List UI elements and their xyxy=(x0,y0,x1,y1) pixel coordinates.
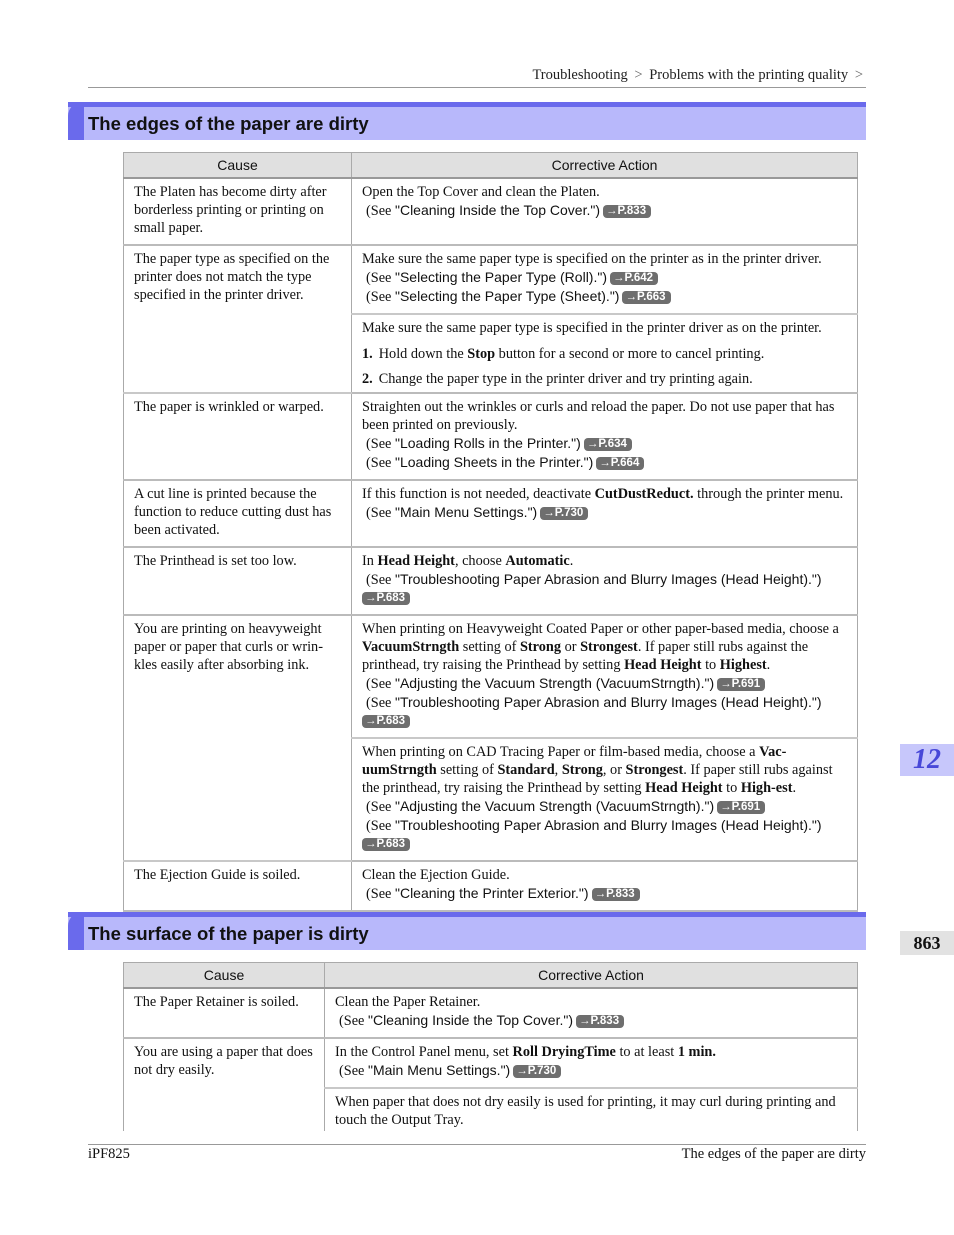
table-row xyxy=(124,245,858,314)
cause-cell xyxy=(124,178,352,245)
ref-prefix: (See xyxy=(366,289,395,305)
cause-cell xyxy=(124,1038,325,1131)
action-cell xyxy=(352,178,858,245)
table-row xyxy=(124,393,858,480)
action-fragment: to xyxy=(701,657,720,673)
cause-text: The Paper Retainer is soiled. xyxy=(134,994,299,1010)
action-fragment: In the Control Panel menu, set xyxy=(335,1044,513,1060)
action-fragment: In xyxy=(362,553,378,569)
ref-link[interactable]: "Selecting the Paper Type (Sheet).") xyxy=(394,288,620,304)
step-text: Hold down the xyxy=(378,346,468,362)
action-emphasis: CutDustReduct. xyxy=(594,486,694,502)
page-link-badge[interactable]: →P.833 xyxy=(592,888,640,901)
ref-link[interactable]: "Selecting the Paper Type (Roll).") xyxy=(394,269,607,285)
page-link-badge[interactable]: →P.663 xyxy=(622,291,670,304)
page-link-row xyxy=(362,836,410,852)
action-text: Open the Top Cover and clean the Platen. xyxy=(362,184,600,200)
page-link-badge[interactable]: →P.664 xyxy=(596,457,644,470)
ref-link[interactable]: "Troubleshooting Paper Abrasion and Blurry Images (Head Height).") xyxy=(394,694,822,710)
ref-prefix: (See xyxy=(366,676,395,692)
section-heading-edges xyxy=(68,102,866,140)
reference xyxy=(362,816,848,835)
section-title: The edges of the paper are dirty xyxy=(88,113,369,134)
ref-link[interactable]: "Loading Rolls in the Printer.") xyxy=(394,435,581,451)
cause-cell xyxy=(124,480,352,547)
action-fragment: . If paper still rubs against the printhead, try raising the Printhead by setting xyxy=(362,762,833,796)
page-link-badge[interactable]: →P.833 xyxy=(603,205,651,218)
page-link-badge[interactable]: →P.833 xyxy=(576,1015,624,1028)
action-emphasis: 1 min. xyxy=(677,1044,716,1060)
action-emphasis: Strong xyxy=(561,762,603,778)
column-header-cause: Cause xyxy=(124,963,325,989)
action-cell xyxy=(352,480,858,547)
page-number: 863 xyxy=(900,931,954,955)
page-link-badge[interactable]: →P.642 xyxy=(610,272,658,285)
reference xyxy=(362,693,848,712)
section-title: The surface of the paper is dirty xyxy=(88,923,369,944)
footer-model: iPF825 xyxy=(88,1146,130,1162)
action-cell xyxy=(352,615,858,738)
ref-link[interactable]: "Main Menu Settings.") xyxy=(394,504,538,520)
cause-text: The Platen has become dirty after borderless printing or printing on small paper. xyxy=(134,184,327,236)
reference xyxy=(362,797,848,816)
action-emphasis: VacuumStrngth xyxy=(362,639,460,655)
action-fragment: . xyxy=(792,780,797,796)
page-link-badge[interactable]: →P.683 xyxy=(362,592,410,605)
reference xyxy=(362,268,848,287)
action-cell xyxy=(325,1038,858,1088)
cause-text: A cut line is printed because the function to reduce cutting dust has been activated. xyxy=(134,486,332,538)
action-cell xyxy=(352,314,858,393)
action-fragment: . xyxy=(569,553,574,569)
ref-prefix: (See xyxy=(366,572,395,588)
action-emphasis: Highest xyxy=(719,657,767,673)
ref-prefix: (See xyxy=(366,818,395,834)
action-fragment: When printing on Heavyweight Coated Paper or other paper-based media, choose a xyxy=(362,621,839,637)
cause-text: The Ejection Guide is soiled. xyxy=(134,867,301,883)
ref-prefix: (See xyxy=(366,270,395,286)
cause-text: You are using a paper that does not dry easily. xyxy=(134,1044,313,1078)
ref-link[interactable]: "Cleaning the Printer Exterior.") xyxy=(394,885,589,901)
action-emphasis: Vac-uumStrngth xyxy=(362,744,787,778)
action-cell xyxy=(352,245,858,314)
action-fragment: If this function is not needed, deactivate xyxy=(362,486,595,502)
page-link-badge[interactable]: →P.683 xyxy=(362,838,410,851)
action-fragment: , or xyxy=(602,762,626,778)
action-cell xyxy=(352,738,858,861)
cause-cell xyxy=(124,615,352,861)
page-link-badge[interactable]: →P.691 xyxy=(717,678,765,691)
action-emphasis: Automatic xyxy=(505,553,570,569)
breadcrumb-item-printing-quality[interactable]: Problems with the printing quality xyxy=(649,67,849,83)
action-emphasis: Strongest xyxy=(625,762,684,778)
section-heading-surface xyxy=(68,912,866,950)
cause-cell xyxy=(124,547,352,615)
action-fragment: setting of xyxy=(459,639,520,655)
breadcrumb-separator: > xyxy=(854,67,863,83)
reference xyxy=(335,1061,848,1080)
step-item xyxy=(362,345,848,363)
reference xyxy=(362,434,848,453)
breadcrumb-item-troubleshooting[interactable]: Troubleshooting xyxy=(532,67,628,83)
table-header-row xyxy=(124,963,858,989)
action-fragment: to at least xyxy=(615,1044,678,1060)
reference xyxy=(362,884,848,903)
table-header-row xyxy=(124,153,858,179)
action-cell xyxy=(352,393,858,480)
step-number: 2. xyxy=(362,371,373,387)
reference xyxy=(362,453,848,472)
action-fragment: When printing on CAD Tracing Paper or film-based media, choose a xyxy=(362,744,760,760)
action-fragment: through the printer menu. xyxy=(693,486,844,502)
ref-link[interactable]: "Loading Sheets in the Printer.") xyxy=(394,454,594,470)
action-text xyxy=(362,620,848,674)
ref-link[interactable]: "Troubleshooting Paper Abrasion and Blurry Images (Head Height).") xyxy=(394,571,822,587)
cause-cell xyxy=(124,988,325,1038)
action-cell xyxy=(325,1088,858,1131)
action-text xyxy=(362,552,848,570)
cause-text: You are printing on heavyweight paper or paper that curls or wrin-kles easily after absorbing ink. xyxy=(134,621,323,673)
cause-cell xyxy=(124,245,352,393)
table-row xyxy=(124,861,858,911)
page-link-badge[interactable]: →P.730 xyxy=(540,507,588,520)
step-number: 1. xyxy=(362,346,373,362)
action-emphasis: Strong xyxy=(519,639,562,655)
reference xyxy=(335,1011,848,1030)
step-list xyxy=(362,345,848,388)
step-text: button for a second or more to cancel printing. xyxy=(495,346,765,362)
action-fragment: , choose xyxy=(454,553,506,569)
ref-prefix: (See xyxy=(366,455,395,471)
column-header-action: Corrective Action xyxy=(352,153,858,179)
header-divider xyxy=(88,87,866,88)
action-fragment: , xyxy=(554,762,562,778)
cause-cell xyxy=(124,861,352,911)
table-row xyxy=(124,988,858,1038)
action-text: Make sure the same paper type is specified on the printer as in the printer driver. xyxy=(362,251,822,267)
page-link-row xyxy=(362,713,410,729)
action-emphasis: Strongest xyxy=(580,639,638,655)
table-row xyxy=(124,178,858,245)
chapter-tab[interactable]: 12 xyxy=(900,744,954,776)
cause-cell xyxy=(124,393,352,480)
action-fragment: . xyxy=(766,657,771,673)
ref-link[interactable]: "Cleaning Inside the Top Cover.") xyxy=(394,202,601,218)
troubleshooting-table-edges xyxy=(123,152,858,912)
ref-prefix: (See xyxy=(366,799,395,815)
action-emphasis: High-est xyxy=(740,780,793,796)
cause-text: The Printhead is set too low. xyxy=(134,553,297,569)
action-emphasis: Roll DryingTime xyxy=(512,1044,616,1060)
column-header-cause: Cause xyxy=(124,153,352,179)
page-link-badge[interactable]: →P.634 xyxy=(584,438,632,451)
column-header-action: Corrective Action xyxy=(325,963,858,989)
action-text: Clean the Ejection Guide. xyxy=(362,867,510,883)
heading-accent xyxy=(68,102,84,140)
action-emphasis: Head Height xyxy=(624,657,702,673)
action-emphasis: Standard xyxy=(497,762,555,778)
action-cell xyxy=(352,547,858,615)
action-fragment: setting of xyxy=(436,762,498,778)
step-text: Change the paper type in the printer driver and try printing again. xyxy=(378,371,753,387)
step-emphasis: Stop xyxy=(467,346,496,362)
table-row xyxy=(124,1038,858,1088)
action-cell xyxy=(352,861,858,911)
reference xyxy=(362,287,848,306)
action-text: Make sure the same paper type is specified in the printer driver as on the printer. xyxy=(362,320,822,336)
footer-section-title: The edges of the paper are dirty xyxy=(681,1146,866,1162)
page-link-badge[interactable]: →P.691 xyxy=(717,801,765,814)
action-emphasis: Head Height xyxy=(377,553,455,569)
action-fragment: or xyxy=(561,639,581,655)
ref-prefix: (See xyxy=(366,203,395,219)
action-text: Straighten out the wrinkles or curls and reload the paper. Do not use paper that has been printed on previously. xyxy=(362,399,835,433)
reference xyxy=(362,570,848,589)
reference xyxy=(362,201,848,220)
ref-link[interactable]: "Adjusting the Vacuum Strength (VacuumStrngth).") xyxy=(394,798,715,814)
ref-link[interactable]: "Main Menu Settings.") xyxy=(367,1062,511,1078)
ref-prefix: (See xyxy=(366,436,395,452)
footer-divider xyxy=(88,1144,866,1145)
table-row xyxy=(124,615,858,738)
troubleshooting-table-surface xyxy=(123,962,858,1131)
page-link-badge[interactable]: →P.683 xyxy=(362,715,410,728)
ref-prefix: (See xyxy=(366,695,395,711)
page-link-row xyxy=(362,590,410,606)
action-emphasis: Head Height xyxy=(645,780,723,796)
page-link-badge[interactable]: →P.730 xyxy=(513,1065,561,1078)
action-cell xyxy=(325,988,858,1038)
step-item xyxy=(362,370,848,388)
action-text xyxy=(362,485,848,503)
cause-text: The paper is wrinkled or warped. xyxy=(134,399,324,415)
action-text xyxy=(362,743,848,797)
ref-link[interactable]: "Troubleshooting Paper Abrasion and Blurry Images (Head Height).") xyxy=(394,817,822,833)
action-fragment: . If paper still rubs against the printhead, try raising the Printhead by setting xyxy=(362,639,809,673)
table-row xyxy=(124,480,858,547)
ref-prefix: (See xyxy=(339,1013,368,1029)
breadcrumb xyxy=(532,67,866,84)
ref-link[interactable]: "Adjusting the Vacuum Strength (VacuumStrngth).") xyxy=(394,675,715,691)
breadcrumb-separator: > xyxy=(634,67,643,83)
ref-link[interactable]: "Cleaning Inside the Top Cover.") xyxy=(367,1012,574,1028)
reference xyxy=(362,503,848,522)
ref-prefix: (See xyxy=(366,886,395,902)
action-fragment: to xyxy=(722,780,741,796)
reference xyxy=(362,674,848,693)
ref-prefix: (See xyxy=(366,505,395,521)
heading-accent xyxy=(68,912,84,950)
ref-prefix: (See xyxy=(339,1063,368,1079)
action-text: When paper that does not dry easily is used for printing, it may curl during printing and touch the Output Tray. xyxy=(335,1094,836,1128)
action-text: Clean the Paper Retainer. xyxy=(335,994,481,1010)
cause-text: The paper type as specified on the printer does not match the type specified in the printer driver. xyxy=(134,251,330,303)
table-row xyxy=(124,547,858,615)
action-text xyxy=(335,1043,848,1061)
